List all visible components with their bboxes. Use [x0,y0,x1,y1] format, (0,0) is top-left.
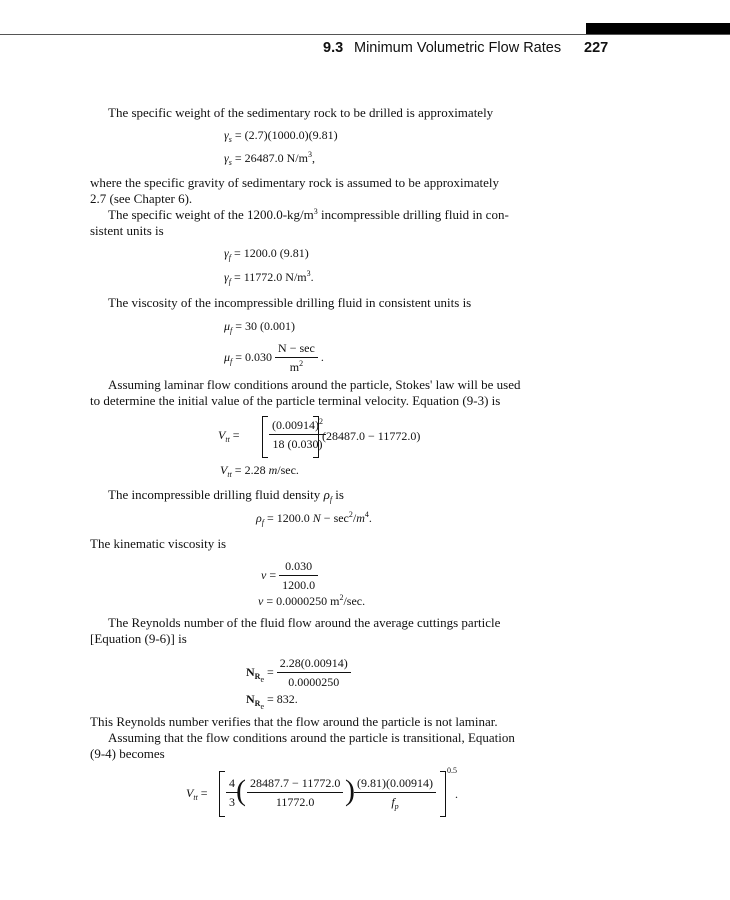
equation-mu-2: $\mu_f = 0.030$ $\frac{N - \sec}{m^2}$ . [224,341,324,374]
paragraph-transitional-line2: (9-4) becomes [90,746,165,761]
density-numerator: 28487.7 − 11772.0 [247,776,343,793]
equation-mu-1: $\mu_f = 30$ (0.001) [224,319,296,335]
final-period: . [455,787,458,801]
reynolds-denominator: 0.0000250 [288,675,340,689]
equation-nu-1: ν = $\frac{0.030}{1200.0}$ [261,559,318,593]
equation-gamma-s-1: $\gamma_s = (2.7)(1000.0)(9.81)$ [224,128,338,144]
p3-part-b: incompressible drilling fluid in con- [317,207,509,222]
paragraph-stokes-line1: Assuming laminar flow conditions around the particle, Stokes' law will be used [108,377,521,392]
vt-lhs: $V_{tt}$ = [218,428,240,444]
fraction-density-ratio [247,776,343,810]
vt-numerator: $(0.00914)^2$ [269,418,326,435]
nu-denominator: 1200.0 [282,578,316,592]
fraction-reynolds [277,656,351,690]
paragraph-viscosity: The viscosity of the incompressible drilling fluid in consistent units is [108,295,472,310]
right-bracket [313,416,319,458]
paragraph-fluid-density: The incompressible drilling fluid density $\rho_f$ is [108,487,344,504]
running-head [0,40,730,60]
paragraph-not-laminar: This Reynolds number verifies that the flow around the particle is not laminar. [90,714,498,729]
section-number: 9.3 [323,40,344,56]
paragraph-reynolds-line1: The Reynolds number of the fluid flow around the average cuttings particle [108,615,501,630]
equation-gamma-s-2: $\gamma_s = 26487.0$ $N/m^3$, [224,150,315,167]
fraction-numerator: N − sec [275,341,318,358]
right-bracket-final [440,771,446,817]
eq-gf1-text: = 1200.0 (9.81) [233,246,309,260]
nu-numerator: 0.030 [279,559,318,576]
fraction-n-sec-m2 [275,341,318,375]
three: 3 [229,795,235,809]
eq-mu2-lhs: = 0.030 [235,349,273,364]
right-paren: ) [345,774,355,807]
eq-mu1-text: = 30 (0.001) [235,319,296,333]
paragraph-fluid-weight-line2: sistent units is [90,223,164,238]
fraction-gd-fp [354,776,436,810]
density-denominator: 11772.0 [275,795,315,809]
vt-final-lhs: $V_{tt}$ = [186,786,208,802]
equation-vt-result: $V_{tt} = 2.28$ m/sec. [220,463,299,479]
gd-numerator: (9.81)(0.00914) [354,776,436,793]
paragraph-stokes-line2: to determine the initial value of the particle terminal velocity. Equation (9-3) is [90,393,501,408]
paragraph-specific-weight-rock: The specific weight of the sedimentary rock to be drilled is approximately [108,105,494,120]
vt-unit-m: m [268,463,278,477]
exponent-0-5: 0.5 [447,766,457,775]
paragraph-kinematic-viscosity: The kinematic viscosity is [90,536,227,551]
paragraph-specific-gravity-line1: where the specific gravity of sedimentary rock is assumed to be approximately [90,175,500,190]
paragraph-transitional-line1: Assuming that the flow conditions around the particle is transitional, Equation [108,730,515,745]
equation-rho: $\rho_f = 1200.0$ $N - \sec^2/m^4$. [256,510,372,527]
equation-gamma-f-1: $\gamma_f = 1200.0$ (9.81) [224,246,309,262]
eq-gf2-text: = 11772.0 N/m [233,270,307,284]
header-rule [0,34,730,35]
eq-gs2-text: = 26487.0 N/m [234,151,308,165]
fp-denominator: $f_p$ [391,795,399,811]
p3-part-a: The specific weight of the 1200.0-kg/m [108,207,314,222]
vt-rhs: (28487.0 − 11772.0) [322,429,421,443]
left-paren: ( [236,774,246,807]
equation-reynolds-2: $N_{R_e} = 832$. [246,692,298,711]
left-bracket-final [219,771,225,817]
left-bracket [262,416,268,458]
equation-nu-2: ν = 0.0000250 $m^2/\sec$. [258,593,366,608]
paragraph-specific-gravity-line2: 2.7 (see Chapter 6). [90,191,193,206]
eq-gs1-text: = (2.7)(1000.0)(9.81) [234,128,338,142]
equation-gamma-f-2: $\gamma_f = 11772.0$ $N/m^3$. [224,269,314,286]
paragraph-fluid-weight-line1: The specific weight of the $1200.0-kg/m^3$ incompressible drilling fluid in con- [108,207,509,222]
page-number: 227 [584,40,609,56]
reynolds-numerator: 2.28(0.00914) [277,656,351,673]
equation-reynolds-1: $N_{R_e}$ = $\frac{2.28(0.00914)}{0.0000250}$ [246,656,351,690]
vt-denominator: 18 (0.030) [272,437,323,451]
paragraph-reynolds-line2: [Equation (9-6)] is [90,631,187,646]
fraction-nu [279,559,318,593]
four: 4 [226,776,238,793]
section-title: Minimum Volumetric Flow Rates [354,40,562,56]
fraction-denominator: $m^2$ [289,359,304,374]
